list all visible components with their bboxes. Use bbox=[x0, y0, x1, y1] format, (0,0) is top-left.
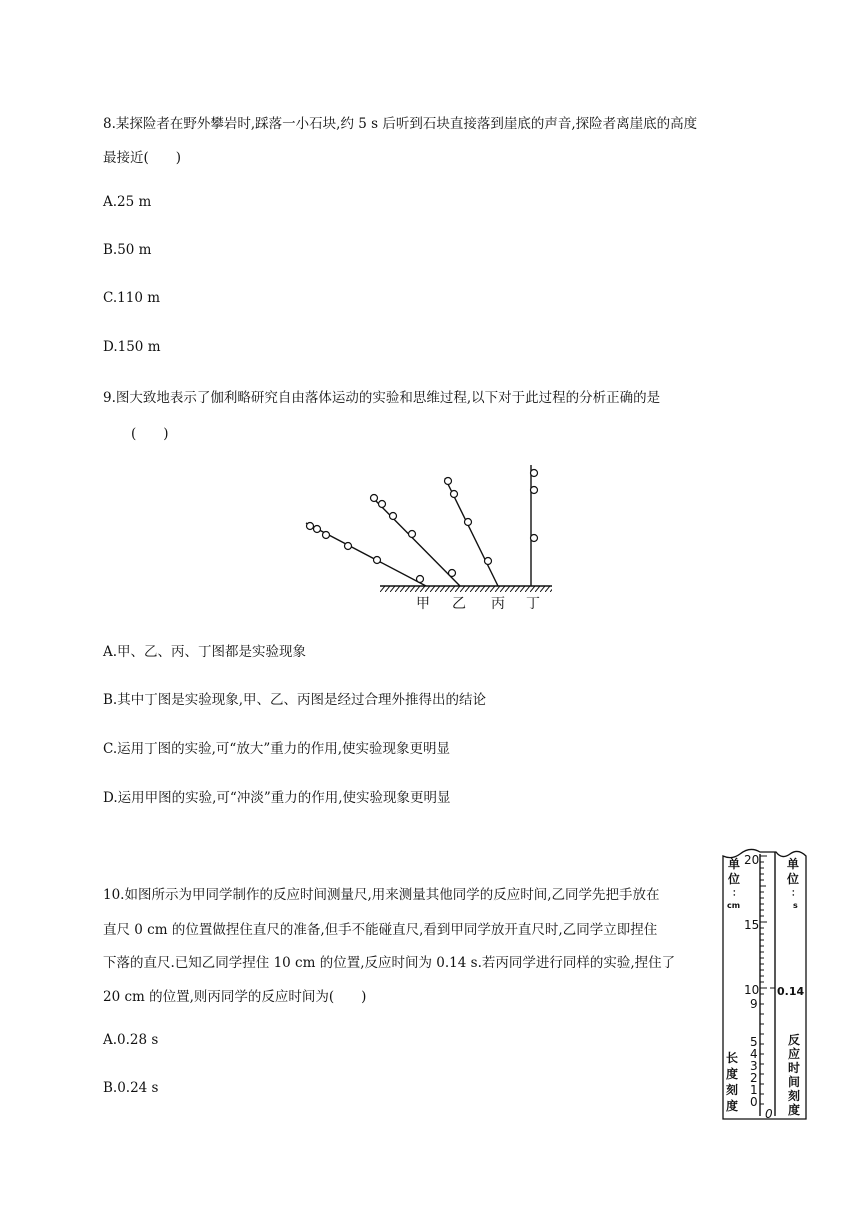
reaction-time-ruler-figure bbox=[720, 846, 812, 1126]
q8-stem-line2: 最接近( ) bbox=[103, 150, 182, 166]
left-caption-2: 度 bbox=[726, 1067, 739, 1081]
q10-option-a: A.0.28 s bbox=[103, 1032, 159, 1048]
cm-label-5: 5 bbox=[750, 1035, 758, 1049]
q10-stem-line1: 10.如图所示为甲同学制作的反应时间测量尺,用来测量其他同学的反应时间,乙同学先把手放在 bbox=[103, 887, 660, 903]
left-unit-char-1: 单 bbox=[728, 857, 741, 871]
right-caption-3: 时 bbox=[788, 1061, 801, 1075]
q8-option-c: C.110 m bbox=[103, 290, 160, 306]
right-caption-2: 应 bbox=[788, 1047, 801, 1061]
right-caption-4: 间 bbox=[788, 1075, 801, 1089]
right-unit-char-2: 位 bbox=[787, 872, 800, 886]
right-unit-char-3: ： bbox=[791, 888, 801, 899]
cm-label-1: 1 bbox=[750, 1083, 758, 1097]
q10-option-b: B.0.24 s bbox=[103, 1080, 159, 1096]
q9-option-d: D.运用甲图的实验,可“冲淡”重力的作用,使实验现象更明显 bbox=[103, 790, 451, 806]
label-bing: 丙 bbox=[491, 596, 505, 612]
q9-option-c: C.运用丁图的实验,可“放大”重力的作用,使实验现象更明显 bbox=[103, 741, 451, 757]
q9-option-b: B.其中丁图是实验现象,甲、乙、丙图是经过合理外推得出的结论 bbox=[103, 692, 487, 708]
q10-stem-line2: 直尺 0 cm 的位置做捏住直尺的准备,但手不能碰直尺,看到甲同学放开直尺时,乙同学立即捏住 bbox=[103, 922, 658, 938]
galileo-inclined-plane-figure bbox=[300, 460, 570, 618]
cm-label-10: 10 bbox=[744, 983, 760, 997]
cm-label-3: 3 bbox=[750, 1059, 758, 1073]
cm-label-0: 0 bbox=[750, 1095, 758, 1109]
ground-hatching bbox=[380, 586, 552, 592]
q10-stem-line4: 20 cm 的位置,则丙同学的反应时间为( ) bbox=[103, 989, 367, 1005]
left-unit-char-3: ： bbox=[732, 888, 742, 899]
q9-option-a: A.甲、乙、丙、丁图都是实验现象 bbox=[103, 644, 307, 660]
time-label-0-14: 0.14 bbox=[777, 985, 805, 998]
q9-stem-line1: 9.图大致地表示了伽利略研究自由落体运动的实验和思维过程,以下对于此过程的分析正确的是 bbox=[103, 390, 661, 406]
q8-option-a: A.25 m bbox=[103, 194, 152, 210]
cm-label-20: 20 bbox=[744, 853, 760, 867]
cm-label-4: 4 bbox=[750, 1047, 758, 1061]
left-unit-char-4: cm bbox=[727, 901, 741, 910]
incline-yi bbox=[371, 496, 460, 586]
left-unit-char-2: 位 bbox=[728, 872, 741, 886]
left-caption-3: 刻 bbox=[726, 1083, 739, 1097]
right-caption-6: 度 bbox=[788, 1103, 801, 1117]
cm-label-9: 9 bbox=[750, 997, 758, 1011]
label-yi: 乙 bbox=[452, 596, 466, 612]
q8-stem-line1: 8.某探险者在野外攀岩时,踩落一小石块,约 5 s 后听到石块直接落到崖底的声音,探险者离崖底的高度 bbox=[103, 116, 698, 132]
label-ding: 丁 bbox=[526, 596, 540, 612]
label-jia: 甲 bbox=[416, 596, 430, 612]
right-unit-char-4: s bbox=[793, 901, 798, 910]
left-caption-4: 度 bbox=[726, 1099, 739, 1113]
q8-option-b: B.50 m bbox=[103, 242, 152, 258]
cm-label-15: 15 bbox=[744, 918, 760, 932]
time-label-zero: 0 bbox=[765, 1107, 773, 1121]
left-caption-1: 长 bbox=[726, 1051, 739, 1065]
q8-option-d: D.150 m bbox=[103, 339, 161, 355]
cm-label-2: 2 bbox=[750, 1071, 758, 1085]
q10-stem-line3: 下落的直尺.已知乙同学捏住 10 cm 的位置,反应时间为 0.14 s.若丙同学进行同样的实验,捏住了 bbox=[103, 955, 676, 971]
right-unit-char-1: 单 bbox=[787, 857, 800, 871]
q9-stem-line2: ( ) bbox=[131, 426, 169, 442]
right-caption-1: 反 bbox=[788, 1033, 801, 1047]
right-caption-5: 刻 bbox=[788, 1089, 801, 1103]
